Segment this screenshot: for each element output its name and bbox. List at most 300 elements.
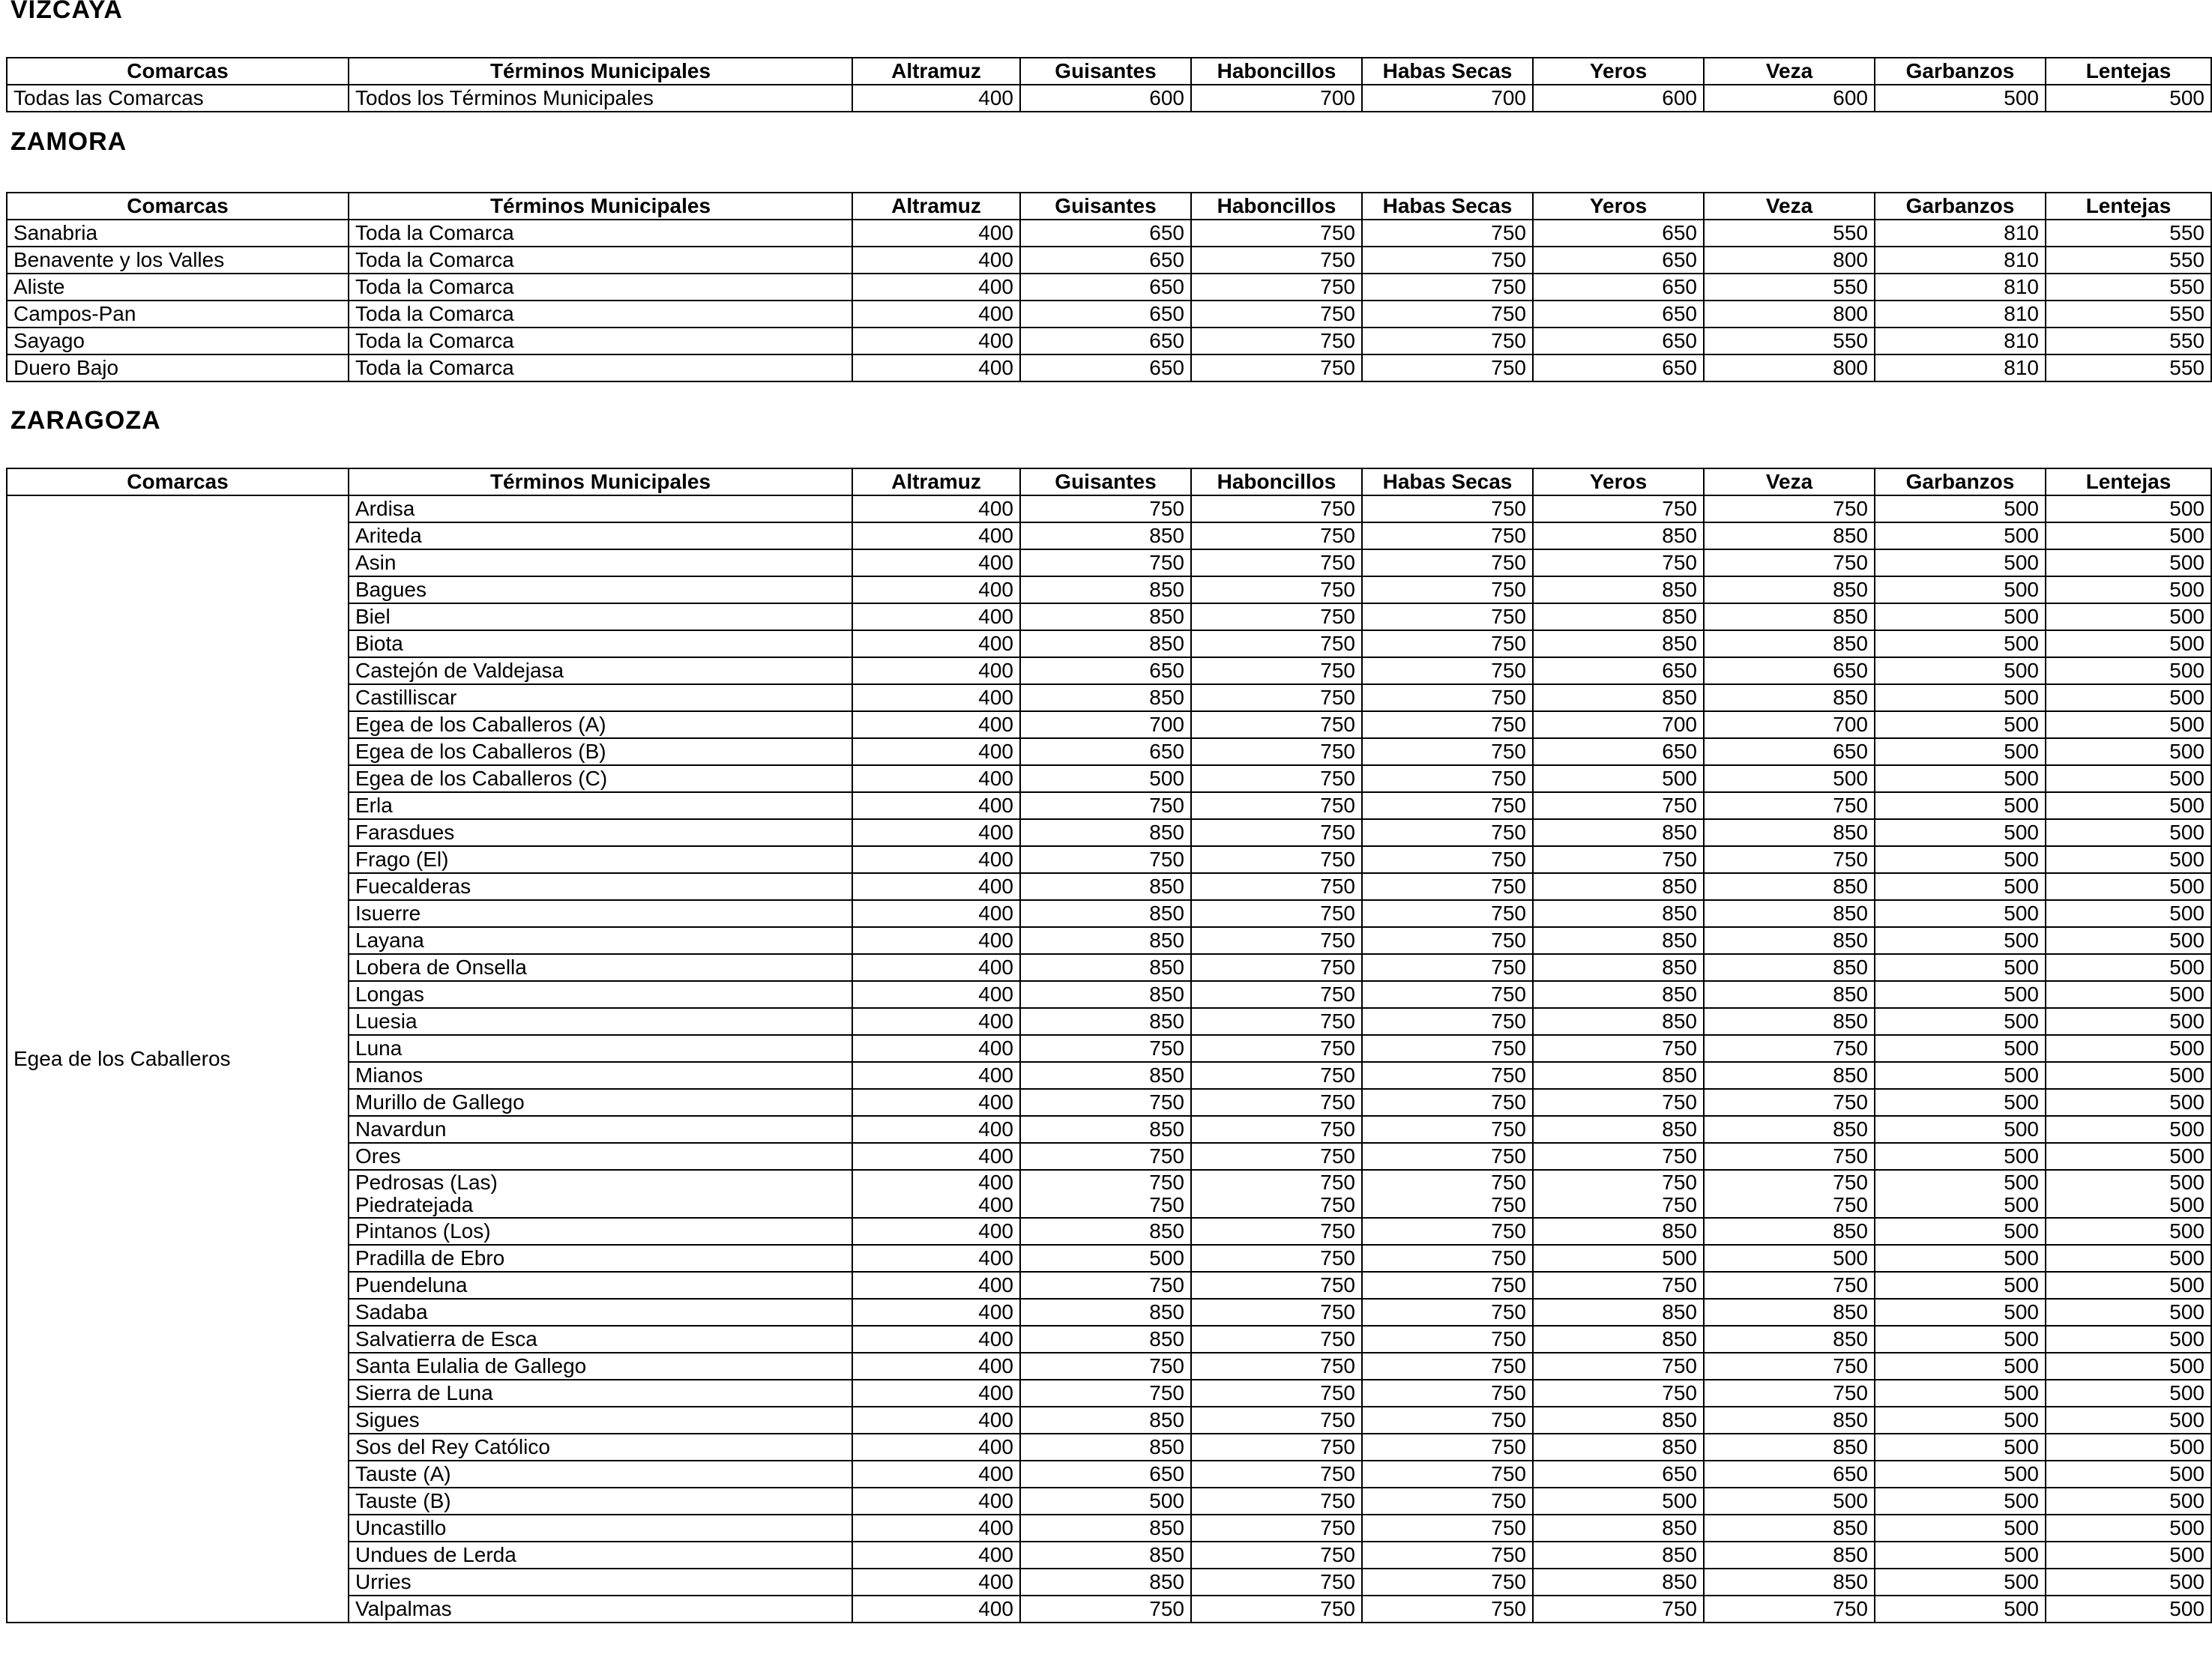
value-cell: 500: [2046, 1218, 2211, 1245]
value-cell: 750: [1020, 846, 1191, 873]
value-cell: 750: [1191, 354, 1362, 381]
value-cell: 850: [1020, 1515, 1191, 1542]
value-cell: 500: [2046, 1272, 2211, 1299]
value-cell: 650: [1533, 274, 1704, 301]
section-title-zamora: ZAMORA: [10, 127, 127, 156]
value-cell: 500: [1875, 1089, 2046, 1116]
value-cell: 750: [1362, 1326, 1533, 1353]
value-cell: 400: [852, 846, 1020, 873]
value-cell: 850: [1020, 1407, 1191, 1434]
value-cell: 500: [1875, 1596, 2046, 1623]
header-terminos: Términos Municipales: [349, 468, 852, 495]
value-cell: 850: [1020, 927, 1191, 954]
value-cell: 750: [1020, 1596, 1191, 1623]
value-cell: 500: [1875, 1218, 2046, 1245]
value-cell: 750: [1362, 1380, 1533, 1407]
value-cell: 400: [852, 354, 1020, 381]
header-comarcas: Comarcas: [7, 58, 349, 85]
value-cell: 650: [1020, 354, 1191, 381]
comarca-cell: Egea de los Caballeros: [7, 495, 349, 1623]
value-cell: 700: [1533, 711, 1704, 738]
value-cell: 750: [1191, 873, 1362, 900]
value-cell: 750: [1533, 1272, 1704, 1299]
municipio-cell: Murillo de Gallego: [349, 1089, 852, 1116]
value-cell: 400: [852, 711, 1020, 738]
value-cell: 750: [1191, 549, 1362, 576]
value-cell: 550: [2046, 247, 2211, 274]
value-cell: 400: [852, 981, 1020, 1008]
table-row: [7, 328, 2211, 354]
header-lentejas: Lentejas: [2046, 468, 2211, 495]
value-cell: 750: [1362, 328, 1533, 354]
value-cell: 650: [1020, 247, 1191, 274]
value-cell: 500: [1875, 873, 2046, 900]
municipio-cell: Santa Eulalia de Gallego: [349, 1353, 852, 1380]
value-cell: 750: [1191, 220, 1362, 247]
value-cell: 850: [1704, 819, 1875, 846]
value-cell: 750: [1191, 792, 1362, 819]
value-cell: 750: [1362, 495, 1533, 522]
value-cell: 750: [1704, 846, 1875, 873]
table-row: [7, 220, 2211, 247]
value-cell: 650: [1533, 220, 1704, 247]
value-cell: 650: [1533, 247, 1704, 274]
value-cell: 650: [1533, 328, 1704, 354]
value-cell: 500: [1875, 495, 2046, 522]
value-cell: 400: [852, 1353, 1020, 1380]
value-cell: 500: [1875, 657, 2046, 684]
value-cell: 400: [852, 954, 1020, 981]
value-cell: 500: [2046, 1434, 2211, 1461]
municipio-cell: Salvatierra de Esca: [349, 1326, 852, 1353]
municipio-cell: Longas: [349, 981, 852, 1008]
value-cell: 750: [1191, 846, 1362, 873]
value-cell: 750: [1191, 328, 1362, 354]
table-zamora: [6, 192, 2212, 382]
municipio-cell: Toda la Comarca: [349, 354, 852, 381]
value-cell: 850: [1020, 1569, 1191, 1596]
value-cell: 750: [1020, 1089, 1191, 1116]
value-cell: 400: [852, 85, 1020, 112]
header-haboncillos: Haboncillos: [1191, 193, 1362, 220]
value-cell: 500: [1704, 1245, 1875, 1272]
value-cell: 850: [1533, 1515, 1704, 1542]
value-cell: 500: [1875, 684, 2046, 711]
value-cell: 650: [1533, 1461, 1704, 1488]
header-habas-secas: Habas Secas: [1362, 193, 1533, 220]
value-cell: 500: [2046, 738, 2211, 765]
value-cell: 400: [852, 1008, 1020, 1035]
header-lentejas: Lentejas: [2046, 58, 2211, 85]
value-cell: 400: [852, 792, 1020, 819]
value-cell: 810: [1875, 247, 2046, 274]
municipio-cell: Fuecalderas: [349, 873, 852, 900]
value-cell: 850: [1533, 873, 1704, 900]
value-cell: 400: [852, 576, 1020, 603]
value-cell: 550: [1704, 328, 1875, 354]
value-cell: 400: [852, 1515, 1020, 1542]
value-cell: 500: [2046, 684, 2211, 711]
value-cell: 500: [1875, 1380, 2046, 1407]
value-cell: 500: [2046, 576, 2211, 603]
value-cell: 650: [1020, 657, 1191, 684]
value-cell: 850: [1704, 603, 1875, 630]
value-cell: 500: [1875, 1008, 2046, 1035]
value-cell: 750: [1191, 1569, 1362, 1596]
value-cell: 500: [1875, 630, 2046, 657]
value-cell: 750: [1191, 1353, 1362, 1380]
value-cell: 850: [1533, 1569, 1704, 1596]
value-cell: 500: [1533, 765, 1704, 792]
value-cell: 750: [1191, 1299, 1362, 1326]
value-cell: 500: [1704, 765, 1875, 792]
value-cell: 750: [1191, 1089, 1362, 1116]
value-cell: 850: [1020, 900, 1191, 927]
value-cell: 750: [1704, 495, 1875, 522]
value-cell: 850: [1020, 1116, 1191, 1143]
value-cell: 750: [1362, 765, 1533, 792]
value-cell: 750: [1362, 1569, 1533, 1596]
table-row: [7, 247, 2211, 274]
value-cell: 400: [852, 549, 1020, 576]
value-cell: 400: [852, 301, 1020, 328]
value-cell: 750: [1362, 1218, 1533, 1245]
value-cell: 400: [852, 1542, 1020, 1569]
value-cell: 750: [1362, 301, 1533, 328]
municipio-cell: Sigues: [349, 1407, 852, 1434]
value-cell: 750: [1191, 1035, 1362, 1062]
value-cell: 500: [1875, 603, 2046, 630]
value-cell: 750: [1191, 630, 1362, 657]
value-cell: 500: [2046, 1089, 2211, 1116]
value-cell: 500: [1875, 1299, 2046, 1326]
value-cell: 400: [852, 1116, 1020, 1143]
value-cell: 850: [1704, 1515, 1875, 1542]
value-cell: 800: [1704, 301, 1875, 328]
value-cell: 850: [1533, 603, 1704, 630]
comarca-cell: Duero Bajo: [7, 354, 349, 381]
comarca-cell: Sanabria: [7, 220, 349, 247]
value-cell: 850: [1704, 1326, 1875, 1353]
value-cell: 500: [2046, 819, 2211, 846]
value-cell: 750: [1533, 1353, 1704, 1380]
value-cell: 750: [1191, 765, 1362, 792]
value-cell: 750: [1362, 1596, 1533, 1623]
value-cell: 850: [1533, 1434, 1704, 1461]
value-cell: 550: [2046, 354, 2211, 381]
value-cell: 750: [1191, 657, 1362, 684]
value-cell: 500: [1875, 522, 2046, 549]
value-cell: 500: [2046, 1245, 2211, 1272]
municipio-cell: Urries: [349, 1569, 852, 1596]
value-cell: 500: [1875, 1245, 2046, 1272]
value-cell: 550: [2046, 301, 2211, 328]
comarca-cell: Campos-Pan: [7, 301, 349, 328]
value-cell: 650: [1533, 354, 1704, 381]
value-cell: 850: [1704, 1407, 1875, 1434]
value-cell: 750: [1191, 981, 1362, 1008]
value-cell: 850: [1533, 1407, 1704, 1434]
value-cell: 850: [1533, 981, 1704, 1008]
value-cell: 800: [1704, 247, 1875, 274]
value-cell: 750: [1362, 954, 1533, 981]
value-cell: 650: [1020, 738, 1191, 765]
value-cell: 850: [1704, 1569, 1875, 1596]
value-cell: 810: [1875, 354, 2046, 381]
value-cell: 750: [1191, 1062, 1362, 1089]
value-cell: 750: [1191, 1515, 1362, 1542]
value-cell: 550: [2046, 220, 2211, 247]
value-cell: 850: [1704, 630, 1875, 657]
comarca-cell: Benavente y los Valles: [7, 247, 349, 274]
header-altramuz: Altramuz: [852, 193, 1020, 220]
value-cell: 850: [1020, 684, 1191, 711]
value-cell: 850: [1533, 1218, 1704, 1245]
value-cell: 750: [1533, 495, 1704, 522]
value-cell: 400: [852, 927, 1020, 954]
municipio-cell: Luesia: [349, 1008, 852, 1035]
value-cell: 750: [1191, 1434, 1362, 1461]
value-cell: 750: [1362, 927, 1533, 954]
header-comarcas: Comarcas: [7, 468, 349, 495]
municipio-cell: Lobera de Onsella: [349, 954, 852, 981]
municipio-cell: Ariteda: [349, 522, 852, 549]
value-cell: 750: [1362, 1488, 1533, 1515]
value-cell: 750: [1533, 1380, 1704, 1407]
value-cell: 500: [1875, 549, 2046, 576]
value-cell: 850: [1020, 1434, 1191, 1461]
value-cell: 750: [1362, 1272, 1533, 1299]
value-cell: 750: [1362, 274, 1533, 301]
value-cell: 500: [1875, 1116, 2046, 1143]
value-cell: 750: [1362, 981, 1533, 1008]
value-cell: 500: [2046, 1569, 2211, 1596]
value-cell: 500: [2046, 549, 2211, 576]
value-cell: 400: [852, 1461, 1020, 1488]
value-cell: 750: [1704, 1596, 1875, 1623]
municipio-cell: Asin: [349, 549, 852, 576]
value-cell: 500: [1875, 900, 2046, 927]
value-cell: 500: [2046, 1461, 2211, 1488]
municipio-cell: Puendeluna: [349, 1272, 852, 1299]
header-habas-secas: Habas Secas: [1362, 58, 1533, 85]
value-cell: 500: [2046, 1380, 2211, 1407]
value-cell: 850: [1533, 630, 1704, 657]
value-cell: 750: [1191, 1542, 1362, 1569]
value-cell: 750 750: [1191, 1170, 1362, 1218]
value-cell: 750: [1533, 1143, 1704, 1170]
value-cell: 750: [1191, 1143, 1362, 1170]
value-cell: 550: [2046, 328, 2211, 354]
municipio-cell: Erla: [349, 792, 852, 819]
value-cell: 550: [2046, 274, 2211, 301]
value-cell: 750: [1191, 576, 1362, 603]
value-cell: 500: [1875, 576, 2046, 603]
value-cell: 500: [2046, 1008, 2211, 1035]
value-cell: 700: [1191, 85, 1362, 112]
value-cell: 850: [1704, 927, 1875, 954]
value-cell: 750: [1191, 495, 1362, 522]
value-cell: 500: [1875, 819, 2046, 846]
table-vizcaya: [6, 57, 2212, 112]
value-cell: 750: [1362, 819, 1533, 846]
municipio-cell: Biota: [349, 630, 852, 657]
value-cell: 850: [1020, 1299, 1191, 1326]
value-cell: 400: [852, 765, 1020, 792]
value-cell: 750: [1362, 1407, 1533, 1434]
municipio-cell: Mianos: [349, 1062, 852, 1089]
municipio-cell: Egea de los Caballeros (B): [349, 738, 852, 765]
value-cell: 750: [1362, 1035, 1533, 1062]
value-cell: 500: [2046, 981, 2211, 1008]
header-altramuz: Altramuz: [852, 468, 1020, 495]
value-cell: 500: [2046, 792, 2211, 819]
value-cell: 400: [852, 1062, 1020, 1089]
value-cell: 400: [852, 657, 1020, 684]
value-cell: 500 500: [2046, 1170, 2211, 1218]
value-cell: 400: [852, 603, 1020, 630]
value-cell: 850: [1020, 522, 1191, 549]
municipio-cell: Toda la Comarca: [349, 328, 852, 354]
value-cell: 600: [1704, 85, 1875, 112]
value-cell: 850: [1020, 603, 1191, 630]
value-cell: 750: [1533, 1035, 1704, 1062]
value-cell: 750: [1704, 1380, 1875, 1407]
value-cell: 750: [1704, 1089, 1875, 1116]
value-cell: 750: [1704, 792, 1875, 819]
municipio-cell: Tauste (B): [349, 1488, 852, 1515]
value-cell: 500: [1875, 1272, 2046, 1299]
value-cell: 850: [1020, 873, 1191, 900]
value-cell: 500: [2046, 954, 2211, 981]
value-cell: 400: [852, 1245, 1020, 1272]
value-cell: 550: [1704, 220, 1875, 247]
value-cell: 850: [1704, 981, 1875, 1008]
value-cell: 500: [1875, 927, 2046, 954]
value-cell: 500: [1020, 1488, 1191, 1515]
value-cell: 750: [1362, 1353, 1533, 1380]
value-cell: 650: [1020, 1461, 1191, 1488]
value-cell: 850: [1704, 1008, 1875, 1035]
value-cell: 500: [2046, 900, 2211, 927]
municipio-cell: Egea de los Caballeros (A): [349, 711, 852, 738]
value-cell: 750: [1362, 792, 1533, 819]
value-cell: 850: [1020, 1218, 1191, 1245]
value-cell: 750: [1362, 549, 1533, 576]
header-veza: Veza: [1704, 58, 1875, 85]
value-cell: 500: [1533, 1488, 1704, 1515]
value-cell: 400: [852, 247, 1020, 274]
value-cell: 750: [1191, 819, 1362, 846]
value-cell: 750: [1362, 873, 1533, 900]
value-cell: 650: [1020, 274, 1191, 301]
value-cell: 500: [1875, 765, 2046, 792]
value-cell: 500: [2046, 1407, 2211, 1434]
municipio-cell: Isuerre: [349, 900, 852, 927]
value-cell: 850: [1533, 1542, 1704, 1569]
value-cell: 500: [2046, 1326, 2211, 1353]
value-cell: 750: [1191, 301, 1362, 328]
value-cell: 750: [1533, 549, 1704, 576]
value-cell: 500: [2046, 711, 2211, 738]
municipio-cell: Layana: [349, 927, 852, 954]
value-cell: 500: [2046, 1596, 2211, 1623]
value-cell: 850: [1533, 900, 1704, 927]
municipio-cell: Pedrosas (Las) Piedratejada: [349, 1170, 852, 1218]
value-cell: 750: [1362, 684, 1533, 711]
value-cell: 850: [1020, 1008, 1191, 1035]
value-cell: 400: [852, 1143, 1020, 1170]
value-cell: 750: [1362, 220, 1533, 247]
value-cell: 750: [1020, 1272, 1191, 1299]
value-cell: 400: [852, 495, 1020, 522]
value-cell: 750: [1191, 1245, 1362, 1272]
municipio-cell: Sadaba: [349, 1299, 852, 1326]
value-cell: 400: [852, 900, 1020, 927]
header-row: [7, 58, 2211, 85]
value-cell: 850: [1533, 1008, 1704, 1035]
value-cell: 850: [1020, 981, 1191, 1008]
header-yeros: Yeros: [1533, 193, 1704, 220]
municipio-cell: Ardisa: [349, 495, 852, 522]
table-zaragoza: [6, 468, 2212, 1623]
value-cell: 850: [1020, 1542, 1191, 1569]
municipio-cell: Valpalmas: [349, 1596, 852, 1623]
value-cell: 750: [1362, 1062, 1533, 1089]
municipio-cell: Navardun: [349, 1116, 852, 1143]
value-cell: 750: [1191, 1380, 1362, 1407]
municipio-cell: Luna: [349, 1035, 852, 1062]
value-cell: 500: [1875, 1461, 2046, 1488]
value-cell: 500: [1020, 1245, 1191, 1272]
value-cell: 500: [2046, 927, 2211, 954]
value-cell: 500: [2046, 495, 2211, 522]
value-cell: 750: [1704, 1353, 1875, 1380]
header-haboncillos: Haboncillos: [1191, 58, 1362, 85]
header-garbanzos: Garbanzos: [1875, 193, 2046, 220]
value-cell: 500: [2046, 1299, 2211, 1326]
table-row: [7, 274, 2211, 301]
municipio-cell: Castejón de Valdejasa: [349, 657, 852, 684]
value-cell: 750: [1533, 846, 1704, 873]
value-cell: 750: [1704, 1035, 1875, 1062]
value-cell: 400: [852, 1035, 1020, 1062]
value-cell: 750: [1362, 1299, 1533, 1326]
comarca-cell: Sayago: [7, 328, 349, 354]
value-cell: 750: [1191, 1326, 1362, 1353]
value-cell: 400: [852, 1596, 1020, 1623]
value-cell: 700: [1704, 711, 1875, 738]
value-cell: 700: [1020, 711, 1191, 738]
value-cell: 500: [2046, 1062, 2211, 1089]
value-cell: 750: [1533, 1596, 1704, 1623]
value-cell: 750: [1362, 603, 1533, 630]
value-cell: 750: [1191, 1461, 1362, 1488]
value-cell: 750: [1362, 900, 1533, 927]
value-cell: 750: [1191, 684, 1362, 711]
value-cell: 750: [1362, 1515, 1533, 1542]
value-cell: 750: [1020, 1380, 1191, 1407]
value-cell: 500: [2046, 1488, 2211, 1515]
municipio-cell: Undues de Lerda: [349, 1542, 852, 1569]
table-row: [7, 354, 2211, 381]
value-cell: 750: [1191, 1218, 1362, 1245]
value-cell: 850: [1533, 1062, 1704, 1089]
municipio-cell: Uncastillo: [349, 1515, 852, 1542]
header-lentejas: Lentejas: [2046, 193, 2211, 220]
header-habas-secas: Habas Secas: [1362, 468, 1533, 495]
value-cell: 500: [1875, 792, 2046, 819]
